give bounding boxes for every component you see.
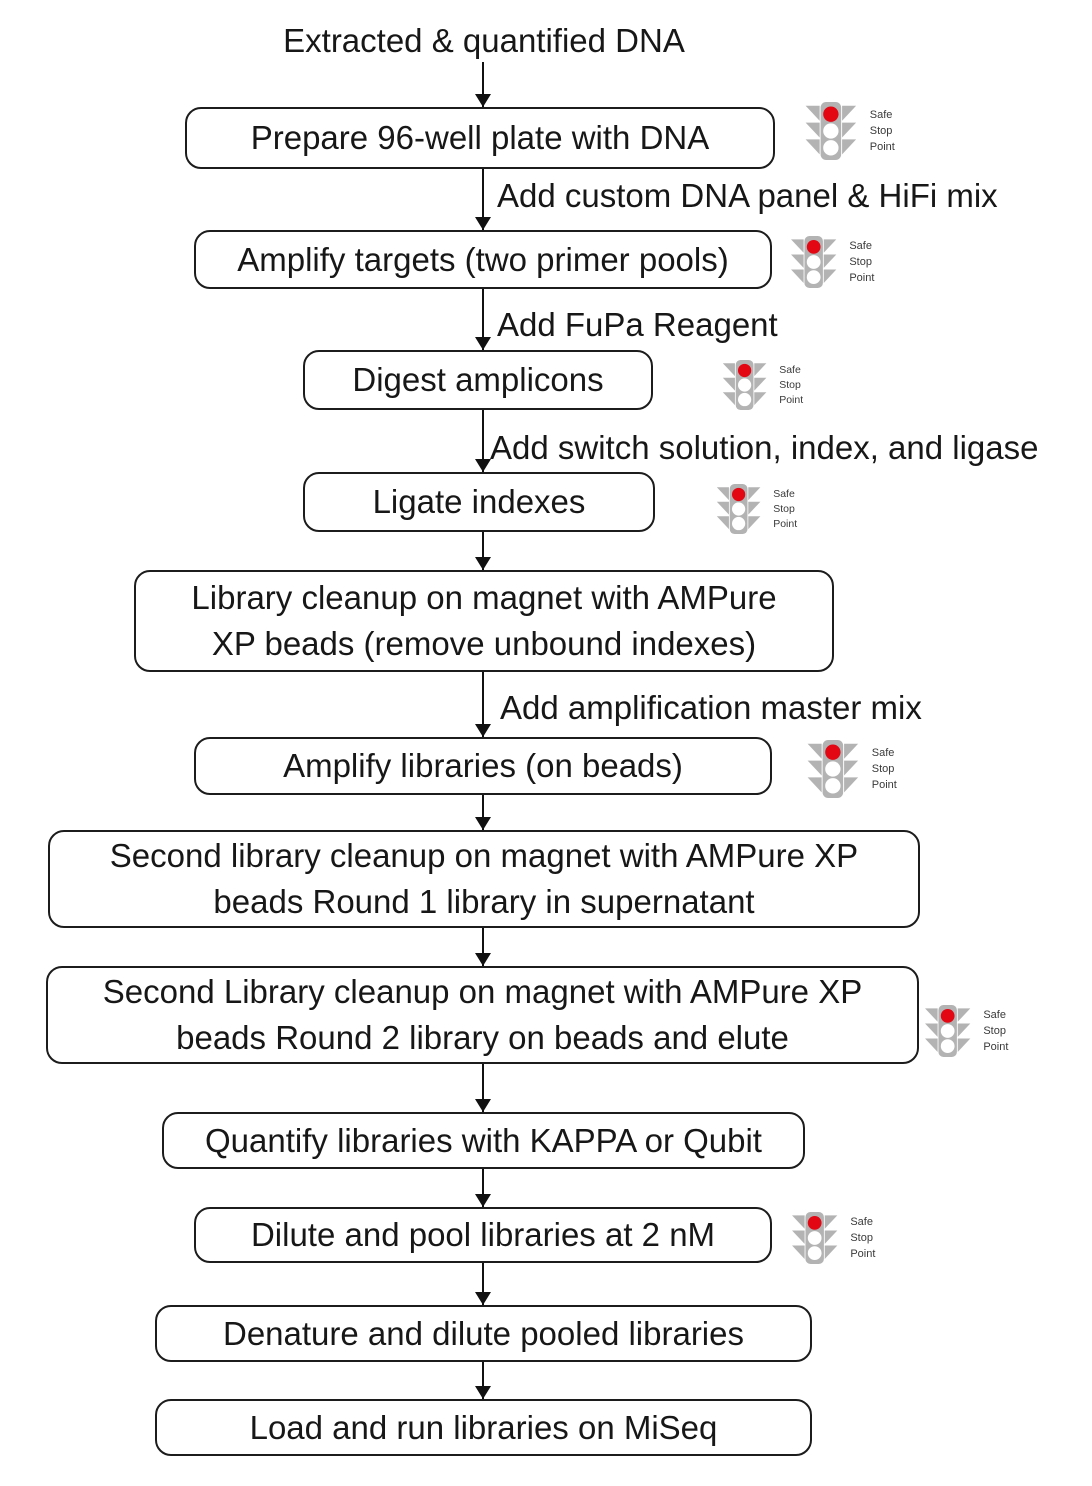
safe-stop-point-label: Safe Stop Point bbox=[849, 240, 875, 284]
step-ligate-indexes bbox=[303, 472, 655, 532]
step-dilute-pool bbox=[194, 1207, 772, 1263]
step-label: Amplify libraries (on beads) bbox=[283, 747, 683, 784]
safe-stop-point-indicator bbox=[920, 1005, 1008, 1057]
step-prepare-plate bbox=[185, 107, 775, 169]
step-denature-dilute bbox=[155, 1305, 812, 1362]
step-label: Ligate indexes bbox=[372, 483, 586, 520]
traffic-light-icon bbox=[718, 360, 771, 410]
step-label: Dilute and pool libraries at 2 nM bbox=[250, 1216, 716, 1253]
safe-stop-point-label: Safe Stop Point bbox=[983, 1009, 1009, 1053]
flow-arrow bbox=[482, 928, 484, 966]
flow-arrow bbox=[482, 668, 484, 737]
edge-label-custom-panel: Add custom DNA panel & HiFi mix bbox=[497, 177, 998, 214]
step-digest-amplicons bbox=[303, 350, 653, 410]
step-label: Load and run libraries on MiSeq bbox=[249, 1408, 718, 1446]
edge-label-fupa-reagent: Add FuPa Reagent bbox=[497, 306, 778, 343]
traffic-light-icon bbox=[920, 1005, 975, 1057]
flow-arrow bbox=[482, 795, 484, 830]
step-label-line2: beads Round 1 library in supernatant bbox=[213, 883, 755, 920]
safe-stop-point-label: Safe Stop Point bbox=[779, 363, 804, 406]
flow-arrow bbox=[482, 1169, 484, 1207]
flow-arrow bbox=[482, 1064, 484, 1112]
step-label: Amplify targets (two primer pools) bbox=[237, 240, 729, 278]
step-amplify-targets bbox=[194, 230, 772, 289]
traffic-light-icon bbox=[800, 102, 862, 160]
start-node-label: Extracted & quantified DNA bbox=[283, 22, 685, 59]
step-amplify-libraries bbox=[194, 737, 772, 795]
step-label: Quantify libraries with KAPPA or Qubit bbox=[205, 1121, 762, 1159]
traffic-light-icon bbox=[712, 484, 765, 534]
traffic-light-icon bbox=[802, 740, 864, 798]
safe-stop-point-indicator bbox=[802, 740, 897, 798]
safe-stop-point-indicator bbox=[712, 484, 797, 534]
step-label-line2: XP beads (remove unbound indexes) bbox=[211, 625, 757, 662]
traffic-light-icon bbox=[787, 1212, 842, 1264]
traffic-light-icon bbox=[786, 236, 841, 288]
step-label-line1: Second library cleanup on magnet with AMPure XP bbox=[109, 837, 859, 874]
step-library-cleanup bbox=[134, 570, 834, 672]
step-label: Denature and dilute pooled libraries bbox=[222, 1314, 744, 1352]
safe-stop-point-indicator bbox=[800, 102, 895, 160]
step-label-line1: Second Library cleanup on magnet with AMPure XP bbox=[102, 973, 863, 1010]
safe-stop-point-indicator bbox=[786, 236, 874, 288]
step-label-line2: beads Round 2 library on beads and elute bbox=[176, 1019, 789, 1056]
flow-arrow bbox=[482, 1362, 484, 1399]
safe-stop-point-label: Safe Stop Point bbox=[850, 1216, 876, 1260]
safe-stop-point-label: Safe Stop Point bbox=[871, 747, 897, 791]
safe-stop-point-label: Safe Stop Point bbox=[773, 487, 798, 530]
safe-stop-point-indicator bbox=[718, 360, 803, 410]
step-label: Prepare 96-well plate with DNA bbox=[250, 119, 710, 156]
flow-arrow bbox=[482, 62, 484, 107]
flow-arrow bbox=[482, 289, 484, 350]
safe-stop-point-label: Safe Stop Point bbox=[869, 109, 895, 153]
flow-arrow bbox=[482, 532, 484, 570]
step-load-run bbox=[155, 1399, 812, 1456]
flow-arrow bbox=[482, 169, 484, 230]
step-label: Digest amplicons bbox=[352, 361, 604, 398]
safe-stop-point-indicator bbox=[787, 1212, 875, 1264]
step-label-line1: Library cleanup on magnet with AMPure bbox=[191, 579, 777, 616]
step-second-cleanup-round2 bbox=[46, 966, 919, 1064]
edge-label-switch-solution: Add switch solution, index, and ligase bbox=[490, 429, 1039, 466]
step-second-cleanup-round1 bbox=[48, 830, 920, 928]
flow-arrow bbox=[482, 410, 484, 472]
flow-arrow bbox=[482, 1263, 484, 1305]
step-quantify-libraries bbox=[162, 1112, 805, 1169]
edge-label-master-mix: Add amplification master mix bbox=[500, 689, 922, 726]
